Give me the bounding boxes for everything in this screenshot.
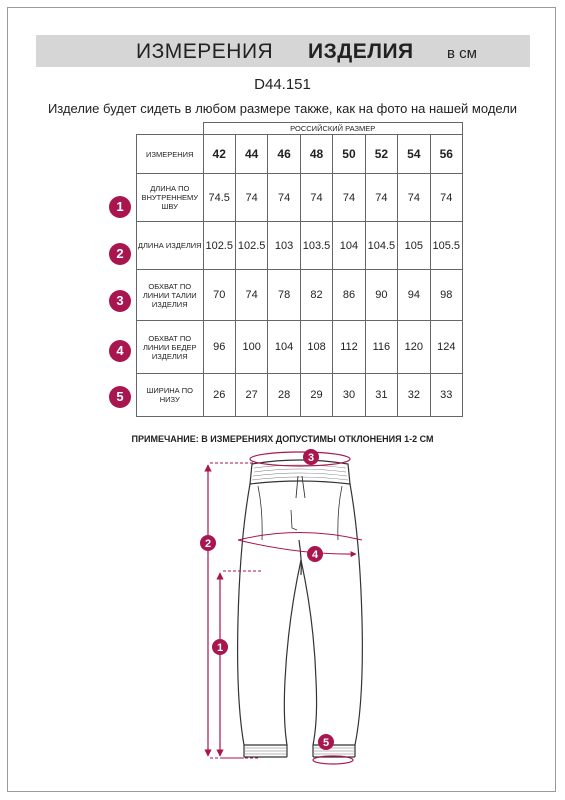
table-cell: 104 xyxy=(268,321,300,374)
table-cell: 74 xyxy=(333,174,365,222)
svg-text:5: 5 xyxy=(322,737,330,749)
pants-outline xyxy=(238,460,363,757)
table-cell: 120 xyxy=(398,321,430,374)
table-cell: 74.5 xyxy=(203,174,235,222)
marker-2 xyxy=(200,535,216,551)
table-cell: 124 xyxy=(430,321,462,374)
svg-text:3: 3 xyxy=(307,452,315,464)
header-unit: в см xyxy=(447,45,477,62)
row-number-badge: 2 xyxy=(109,243,131,265)
table-cell: 33 xyxy=(430,374,462,417)
header-title-product: ИЗДЕЛИЯ xyxy=(308,40,414,63)
table-cell: 94 xyxy=(398,270,430,321)
table-cell: 100 xyxy=(235,321,267,374)
marker-1 xyxy=(212,639,228,655)
size-header: 44 xyxy=(235,135,267,174)
row-label: ДЛИНА ПО ВНУТРЕННЕМУ ШВУ xyxy=(137,174,204,222)
table-cell: 86 xyxy=(333,270,365,321)
table-cell: 98 xyxy=(430,270,462,321)
table-cell: 102.5 xyxy=(235,222,267,270)
table-cell: 103.5 xyxy=(300,222,332,270)
size-header: 42 xyxy=(203,135,235,174)
marker-3 xyxy=(303,449,319,465)
table-cell: 74 xyxy=(430,174,462,222)
header-title-measurements: ИЗМЕРЕНИЯ xyxy=(136,40,274,63)
table-cell: 116 xyxy=(365,321,397,374)
size-header: 52 xyxy=(365,135,397,174)
table-cell: 102.5 xyxy=(203,222,235,270)
row-label: ДЛИНА ИЗДЕЛИЯ xyxy=(137,222,204,270)
table-cell: 104 xyxy=(333,222,365,270)
product-code: D44.151 xyxy=(254,76,311,93)
table-cell: 82 xyxy=(300,270,332,321)
row-number-badge: 5 xyxy=(109,386,131,408)
table-cell: 74 xyxy=(300,174,332,222)
row-number-badge: 1 xyxy=(109,196,131,218)
marker-5 xyxy=(318,734,334,750)
table-cell: 70 xyxy=(203,270,235,321)
table-cell: 105 xyxy=(398,222,430,270)
table-cell: 32 xyxy=(398,374,430,417)
row-label: ОБХВАТ ПО ЛИНИИ ТАЛИИ ИЗДЕЛИЯ xyxy=(137,270,204,321)
row-label: ШИРИНА ПО НИЗУ xyxy=(137,374,204,417)
table-cell: 96 xyxy=(203,321,235,374)
table-cell: 28 xyxy=(268,374,300,417)
table-cell: 74 xyxy=(268,174,300,222)
table-cell: 74 xyxy=(235,174,267,222)
svg-text:2: 2 xyxy=(204,538,212,550)
table-cell: 74 xyxy=(365,174,397,222)
row-label: ОБХВАТ ПО ЛИНИИ БЕДЕР ИЗДЕЛИЯ xyxy=(137,321,204,374)
row-number-badge: 4 xyxy=(109,340,131,362)
table-cell: 74 xyxy=(235,270,267,321)
svg-text:1: 1 xyxy=(216,642,224,654)
table-cell: 30 xyxy=(333,374,365,417)
table-cell: 104.5 xyxy=(365,222,397,270)
table-cell: 31 xyxy=(365,374,397,417)
table-cell: 108 xyxy=(300,321,332,374)
table-cell: 27 xyxy=(235,374,267,417)
svg-text:4: 4 xyxy=(311,549,319,561)
table-cell: 112 xyxy=(333,321,365,374)
row-number-badge: 3 xyxy=(109,290,131,312)
tolerance-note: ПРИМЕЧАНИЕ: В ИЗМЕРЕНИЯХ ДОПУСТИМЫ ОТКЛОНЕНИЯ 1-2 СМ xyxy=(131,434,434,444)
table-cell: 90 xyxy=(365,270,397,321)
measure-header: ИЗМЕРЕНИЯ xyxy=(137,135,204,174)
table-cell: 105.5 xyxy=(430,222,462,270)
table-cell: 78 xyxy=(268,270,300,321)
size-header: 56 xyxy=(430,135,462,174)
table-cell: 26 xyxy=(203,374,235,417)
size-group-label: РОССИЙСКИЙ РАЗМЕР xyxy=(203,123,463,135)
size-header: 48 xyxy=(300,135,332,174)
table-cell: 74 xyxy=(398,174,430,222)
size-header: 46 xyxy=(268,135,300,174)
table-cell: 103 xyxy=(268,222,300,270)
marker-4 xyxy=(307,546,323,562)
fit-note: Изделие будет сидеть в любом размере также, как на фото на нашей модели xyxy=(47,101,518,116)
size-header: 54 xyxy=(398,135,430,174)
size-header: 50 xyxy=(333,135,365,174)
table-cell: 29 xyxy=(300,374,332,417)
